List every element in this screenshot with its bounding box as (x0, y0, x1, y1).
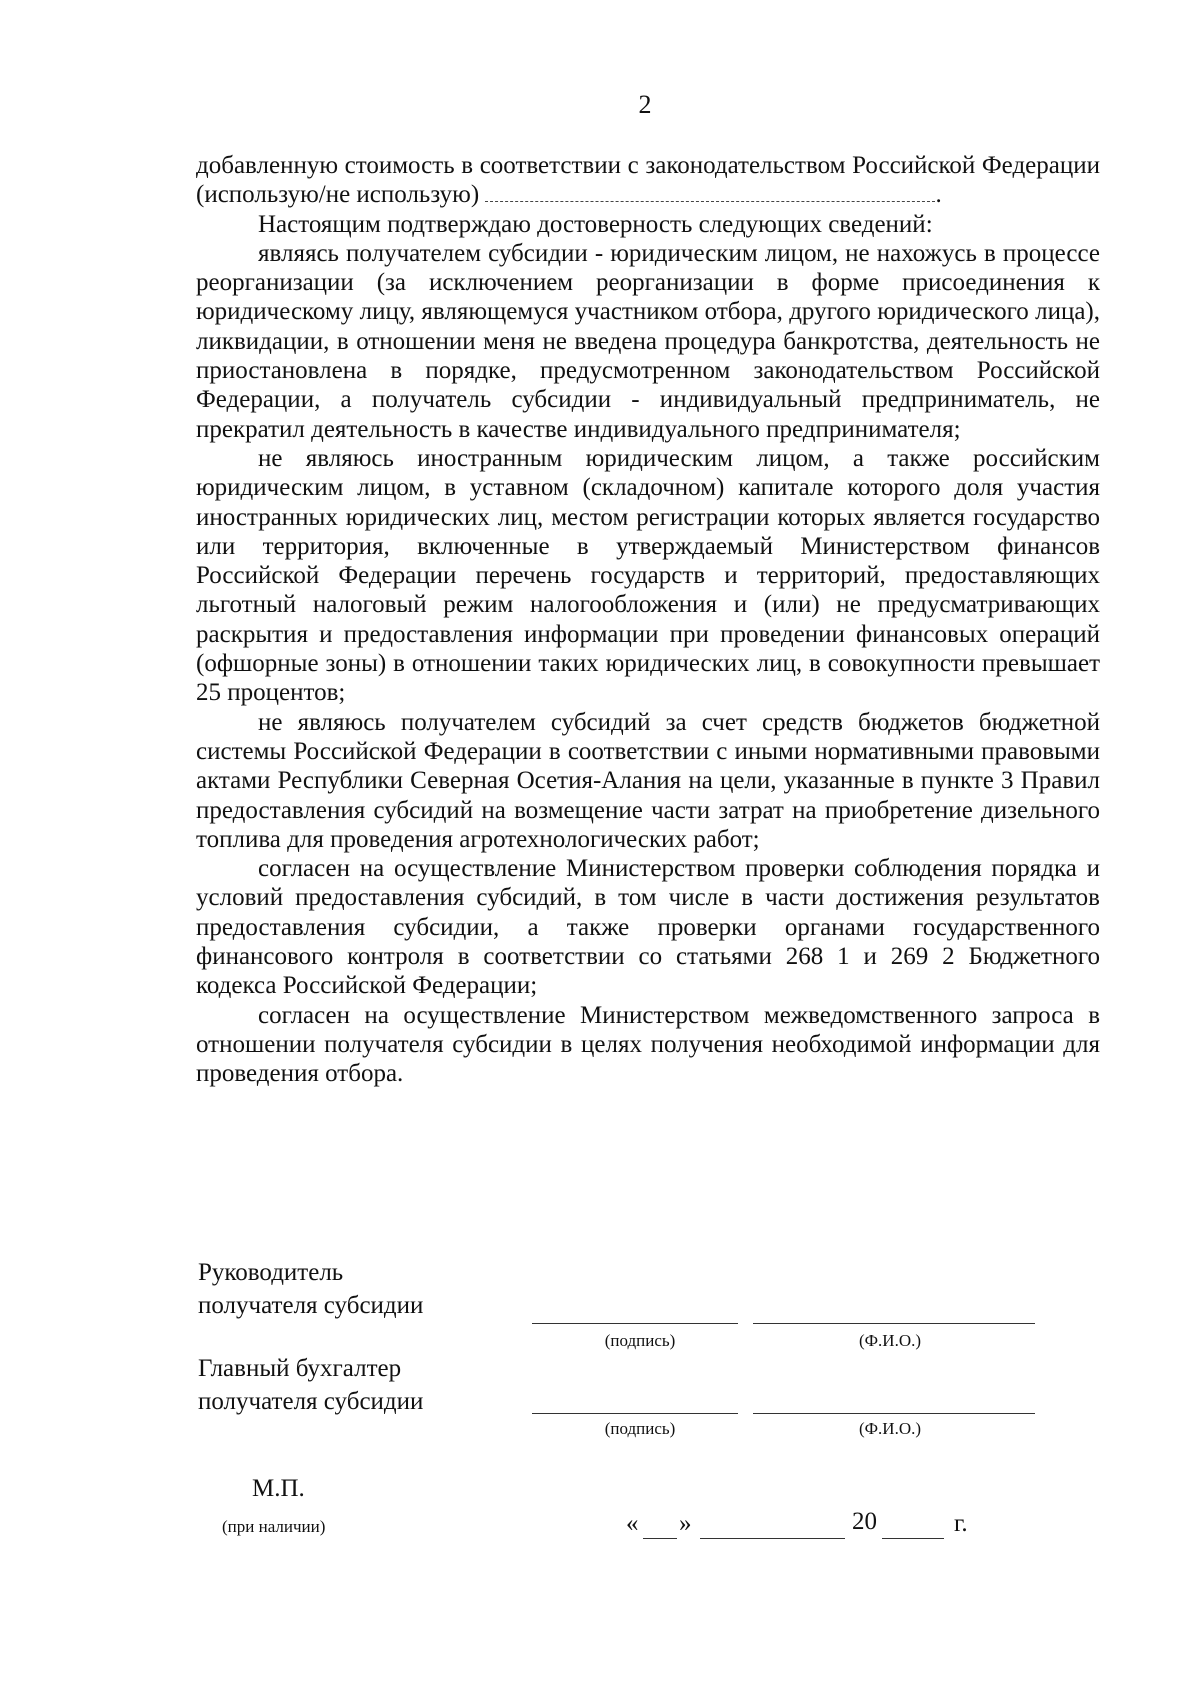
accountant-name-line[interactable] (753, 1413, 1035, 1414)
head-label-line2: получателя субсидии (198, 1292, 424, 1319)
vat-choice-blank[interactable] (485, 187, 935, 202)
page-number: 2 (638, 90, 652, 119)
head-signature-caption: (подпись) (604, 1331, 676, 1350)
paragraph-foreign-entity: не являюсь иностранным юридическим лицом, а также российским юридическим лицом, в уставном (складочном) капитале которого доля участия иностранных юридических лиц, местом регистрации которых является государство или территория, включенные в утверждаемый Министерством финансов Российской Федерации перечень государств и территорий, предоставляющих льготный налоговый режим налогообложения и (или) не предусматривающих раскрытия и предоставления информации при проведении финансовых операций (офшорные зоны) в отношении таких юридических лиц, в совокупности превышает 25 процентов; (196, 444, 1100, 707)
stamp-note: (при наличии) (222, 1517, 326, 1536)
paragraph-reorganization: являясь получателем субсидии - юридическим лицом, не нахожусь в процессе реорганизации (за исключением реорганизации в форме присоединения к юридическому лицу, являющемуся участником отбора, другого юридического лица), ликвидации, в отношении меня не введена процедура банкротства, деятельность не приостановлена в порядке, предусмотренном законодательством Российской Федерации, а получатель субсидии - индивидуальный предприниматель, не прекратил деятельность в качестве индивидуального предпринимателя; (196, 239, 1100, 443)
head-name-caption: (Ф.И.О.) (858, 1331, 922, 1350)
head-name-line[interactable] (753, 1323, 1035, 1324)
accountant-label-line2: получателя субсидии (198, 1388, 424, 1415)
confirm-heading: Настоящим подтверждаю достоверность следующих сведений: (258, 210, 933, 238)
vat-statement (196, 151, 1100, 210)
date-month-blank[interactable] (700, 1538, 845, 1539)
vat-statement-end: . (935, 181, 942, 209)
date-year-prefix: 20 (852, 1508, 877, 1535)
head-label-line1: Руководитель (198, 1259, 344, 1286)
paragraph-other-subsidies: не являюсь получателем субсидий за счет средств бюджетов бюджетной системы Российской Федерации в соответствии с иными нормативными правовыми актами Республики Северная Осетия-Алания на цели, указанные в пункте 3 Правил предоставления субсидий на возмещение части затрат на приобретение дизельного топлива для проведения агротехнологических работ; (196, 708, 1100, 853)
date-close-quote: » (679, 1510, 692, 1537)
date-open-quote: « (626, 1510, 639, 1537)
accountant-name-caption: (Ф.И.О.) (858, 1419, 922, 1438)
stamp-label: М.П. (252, 1475, 305, 1502)
accountant-signature-caption: (подпись) (604, 1419, 676, 1438)
head-signature-line[interactable] (532, 1323, 738, 1324)
date-day-blank[interactable] (643, 1538, 677, 1539)
date-year-blank[interactable] (882, 1538, 944, 1539)
accountant-label-line1: Главный бухгалтер (198, 1355, 402, 1382)
date-year-suffix: г. (954, 1510, 968, 1537)
accountant-signature-line[interactable] (532, 1413, 738, 1414)
paragraph-inspection-consent: согласен на осуществление Министерством проверки соблюдения порядка и условий предоставления субсидий, в том числе в части достижения результатов предоставления субсидии, а также проверки органами государственного финансового контроля в соответствии со статьями 268 1 и 269 2 Бюджетного кодекса Российской Федерации; (196, 855, 1100, 1000)
paragraph-interagency-consent: согласен на осуществление Министерством межведомственного запроса в отношении получателя субсидии в целях получения необходимой информации для проведения отбора. (196, 1001, 1100, 1088)
vat-statement-text: добавленную стоимость в соответствии с законодательством Российской Федерации (использую/не использую) (196, 152, 1100, 209)
document-body (196, 151, 1100, 1089)
